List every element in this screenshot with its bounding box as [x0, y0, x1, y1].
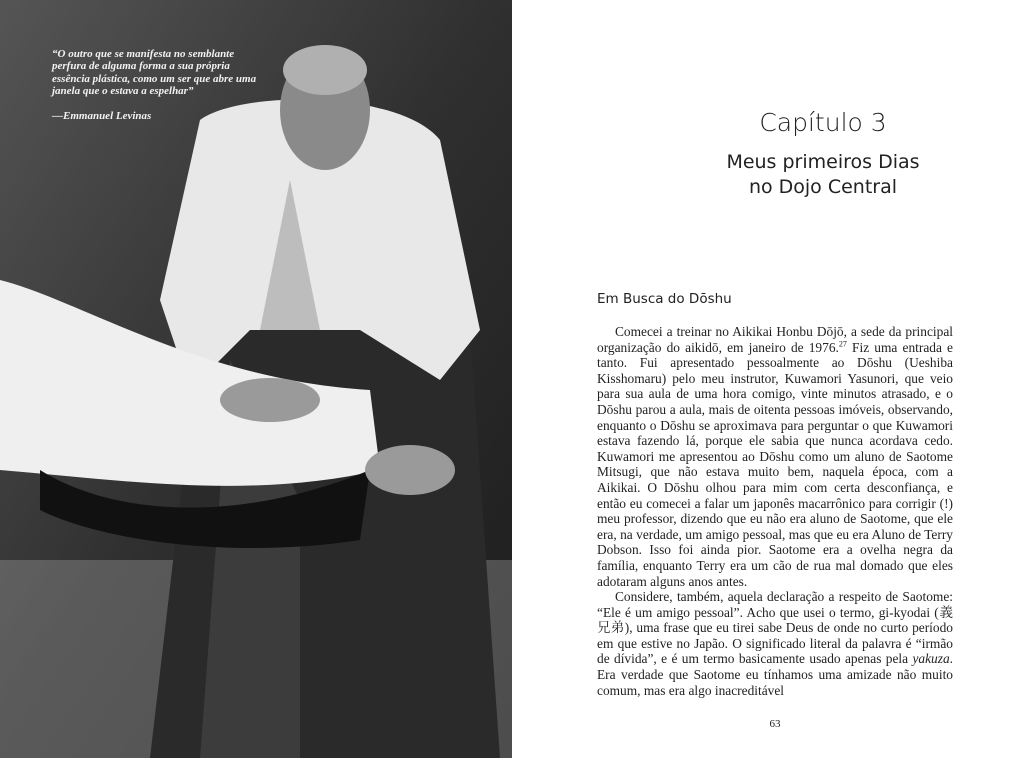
body-text — [597, 324, 953, 698]
section-heading: Em Busca do Dōshu — [597, 291, 732, 307]
paragraph-1 — [597, 324, 953, 589]
chapter-title — [726, 150, 919, 200]
page-content — [597, 291, 953, 731]
right-page — [512, 0, 1024, 758]
paragraph-2-text-a: Considere, também, aquela declaração a respeito de Saotome: “Ele é um amigo pessoal”. Acho que usei o termo, gi-kyodai (義兄弟), uma frase que eu tirei sabe Deus de onde no curto período em que estive no Japão. O significado literal da palavra é “irmão de dívida”, e é um termo basicamente usado apenas pela — [597, 589, 953, 667]
epigraph-quote: “O outro que se manifesta no semblante perfura de alguma forma a sua própria essência plástica, como um ser que abre uma janela que o estava a espelhar” — [52, 48, 257, 98]
epigraph-author: —Emmanuel Levinas — [52, 109, 152, 122]
paragraph-1-text-b: Fiz uma entrada e tanto. Fui apresentado pessoalmente ao Dōshu (Ueshiba Kisshomaru) pelo meu instrutor, Kuwamori Yasunori, que veio para sua aula de uma hora comigo, vinte minutos atrasado, e o Dōshu parou a aula, mais de oitenta pessoas imóveis, observando, enquanto o Dōshu se aproximava para perguntar o que Kuwamori estava fazendo lá, porque ele sabia que nunca acordava cedo. Kuwamori me apresentou ao Dōshu como um aluno de Saotome Mitsugi, que não estava muito bem, naquela época, com a Aikikai. O Dōshu olhou para mim com certa desconfiança, e então eu comecei a falar um japonês macarrônico para corrigir (!) meu professor, dizendo que eu não era aluno de Saotome, que ele era, na verdade, um amigo pessoal, mas que eu era Aluno de Terry Dobson. Isso foi ainda pior. Saotome era a ovelha negra da família, enquanto Terry era um cão de rua mal domado que eles adotaram alguns anos antes. — [597, 339, 953, 589]
chapter-heading — [682, 108, 964, 200]
paragraph-2-text-b: . Era verdade que Saotome eu tínhamos uma amizade não muito comum, mas era algo inacreditável — [597, 651, 953, 698]
chapter-title-line1: Meus primeiros Dias — [726, 151, 920, 173]
chapter-number: Capítulo 3 — [759, 108, 887, 137]
paragraph-2 — [597, 589, 953, 698]
chapter-title-line2: no Dojo Central — [748, 176, 898, 198]
paragraph-1-text-a: Comecei a treinar no Aikikai Honbu Dōjō, a sede da principal organização do aikidō, em janeiro de 1976. — [597, 324, 953, 355]
paragraph-2-italic: yakuza — [912, 651, 950, 667]
footnote-ref[interactable]: 27 — [838, 339, 847, 349]
epigraph — [52, 48, 267, 122]
page-number: 63 — [769, 718, 781, 731]
